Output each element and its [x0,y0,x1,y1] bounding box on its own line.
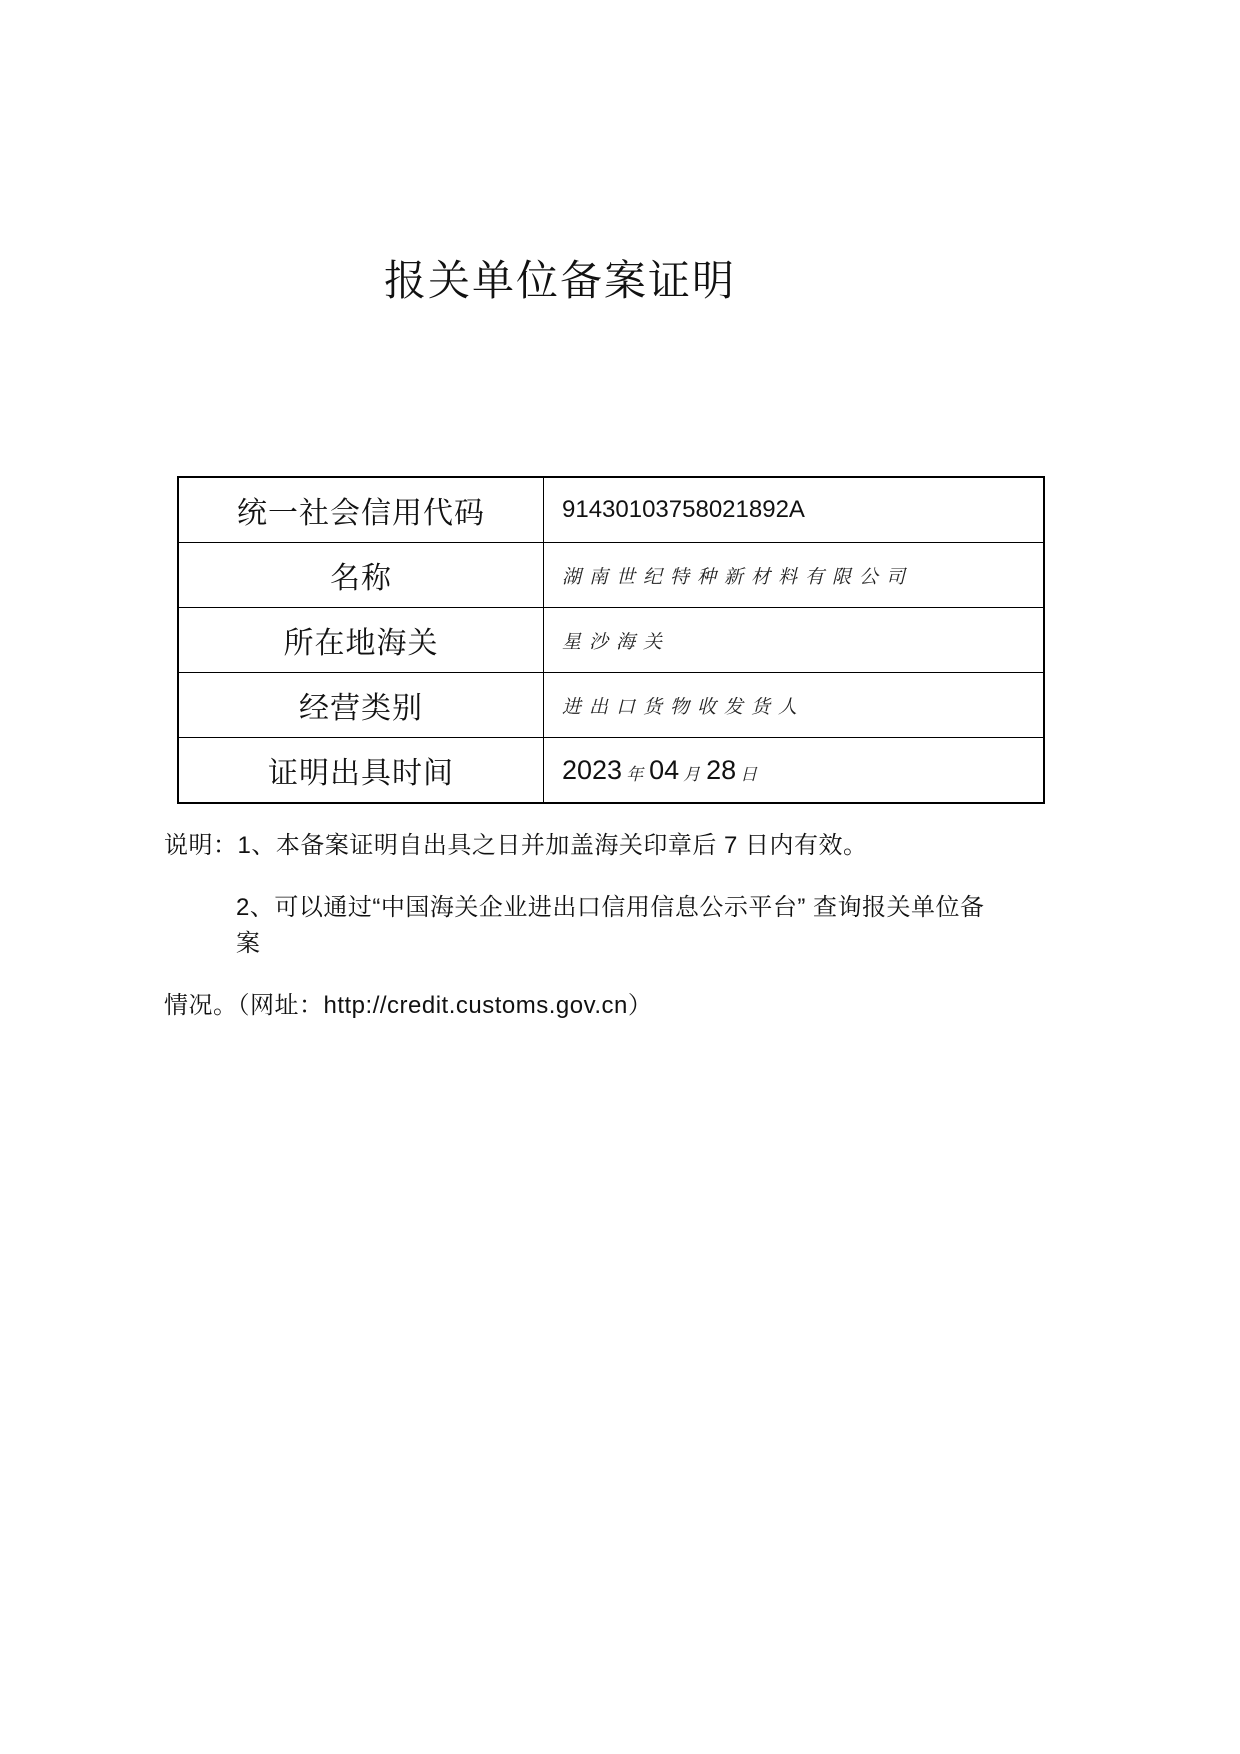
table-row-business-category [179,673,1043,738]
issue-date-year-unit: 年 [626,764,644,784]
company-name-value: 湖南世纪特种新材料有限公司 [562,566,914,588]
company-name-label: 名称 [179,543,544,607]
issue-date-month-unit: 月 [683,764,701,784]
certificate-table [177,476,1045,804]
issue-date-year: 2023 [562,754,623,785]
table-row-credit-code [179,478,1043,543]
issue-date-day-unit: 日 [740,764,758,784]
table-row-issue-date [179,738,1043,802]
business-category-value: 进出口货物收发货人 [562,696,806,718]
customs-location-label: 所在地海关 [179,608,544,672]
credit-code-label: 统一社会信用代码 [179,478,544,542]
credit-code-value: 91430103758021892A [562,496,805,523]
table-row-customs-location [179,608,1043,673]
customs-location-value: 星沙海关 [562,631,671,653]
document-title: 报关单位备案证明 [383,257,736,304]
business-category-label: 经营类别 [179,673,544,737]
issue-date-value [544,738,1043,802]
note-line-1 [164,828,1004,864]
issue-date-label: 证明出具时间 [179,738,544,802]
notes-prefix: 说明： [164,832,238,859]
note-1-text: 1、本备案证明自出具之日并加盖海关印章后 7 日内有效。 [237,832,868,859]
issue-date-month: 04 [649,754,680,785]
table-row-company-name [179,543,1043,608]
issue-date-day: 28 [706,754,737,785]
note-line-2: 2、可以通过“中国海关企业进出口信用信息公示平台” 查询报关单位备案 [236,894,985,957]
notes-section [164,828,1004,1050]
note-line-3: 情况。（网址：http://credit.customs.gov.cn） [164,992,653,1019]
